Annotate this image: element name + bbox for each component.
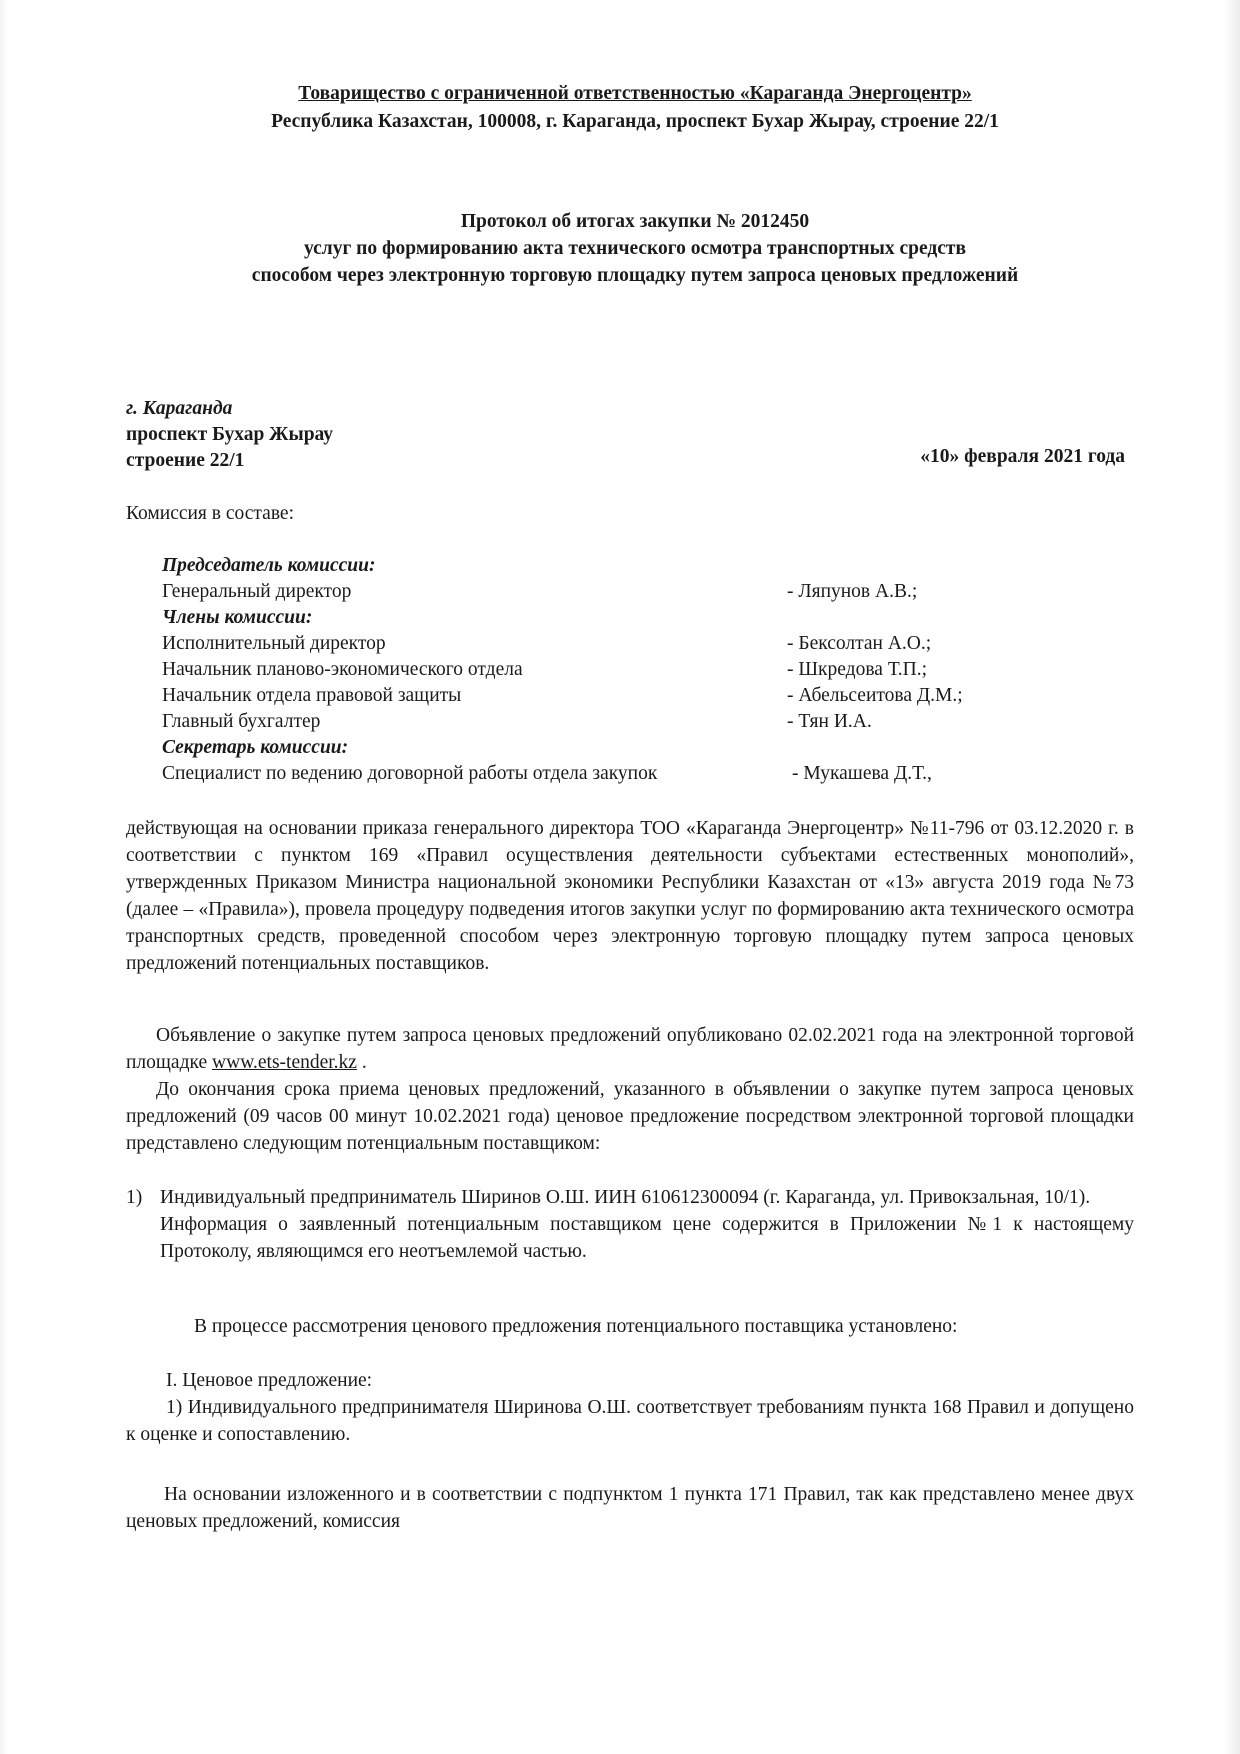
member-name: - Мукашева Д.Т.,: [792, 763, 932, 784]
organization-name: Товарищество с ограниченной ответственностью «Караганда Энергоцентр»: [298, 83, 972, 104]
member-role: Специалист по ведению договорной работы отдела закупок: [162, 763, 658, 784]
title-line-3: способом через электронную торговую площадку путем запроса ценовых предложений: [251, 265, 1019, 286]
supplier-list: [126, 1184, 1134, 1265]
announcement-text: Объявление о закупке путем запроса ценовых предложений опубликовано 02.02.2021 года на электронной торговой площадке www.ets-tender.kz .: [126, 1025, 1134, 1073]
member-name: - Тян И.А.: [787, 711, 872, 732]
title-line-1: Протокол об итогах закупки № 2012450: [460, 211, 810, 232]
committee-intro: Комиссия в составе:: [126, 503, 294, 524]
paragraph-conclusion: На основании изложенного и в соответствии с подпунктом 1 пункта 171 Правил, так как представлено менее двух ценовых предложений, комиссия: [126, 1484, 1134, 1532]
ets-tender-link[interactable]: www.ets-tender.kz: [212, 1052, 357, 1073]
place-city: г. Караганда: [126, 398, 233, 419]
place-block: [126, 396, 333, 474]
chair-heading: Председатель комиссии:: [162, 555, 376, 576]
paragraph-review: В процессе рассмотрения ценового предложения потенциального поставщика установлено:: [194, 1316, 958, 1337]
list-item: [126, 1184, 1134, 1265]
committee-row: [162, 683, 1062, 709]
committee-row: [162, 709, 1062, 735]
member-name: - Абельсеитова Д.М.;: [787, 685, 963, 706]
member-role: Генеральный директор: [162, 581, 352, 602]
members-heading: Члены комиссии:: [162, 607, 313, 628]
deadline-text: До окончания срока приема ценовых предложений, указанного в объявлении о закупке путем запроса ценовых предложений (09 часов 00 минут 10.02.2021 года) ценовое предложение посредством электронной торговой площадки представлено следующим потенциальным поставщиком:: [126, 1079, 1134, 1154]
section-item: 1) Индивидуального предпринимателя Ширинова О.Ш. соответствует требованиям пункта 168 Правил и допущено к оценке и сопоставлению.: [126, 1397, 1134, 1445]
scan-shadow-right: [1224, 0, 1240, 1754]
committee-row: [162, 657, 1062, 683]
paragraph-announcement: [126, 1022, 1134, 1157]
member-role: Главный бухгалтер: [162, 711, 321, 732]
member-name: - Ляпунов А.В.;: [787, 581, 918, 602]
committee-row: [162, 631, 1062, 657]
member-role: Начальник отдела правовой защиты: [162, 685, 462, 706]
title-line-2: услуг по формированию акта технического осмотра транспортных средств: [303, 238, 967, 259]
list-item-number: 1): [126, 1187, 143, 1208]
member-name: - Бексолтан А.О.;: [787, 633, 932, 654]
document-title: [120, 208, 1150, 289]
committee-row: [162, 761, 1062, 787]
section-heading: I. Ценовое предложение:: [166, 1370, 373, 1391]
organization-address: Республика Казахстан, 100008, г. Караганда, проспект Бухар Жырау, строение 22/1: [271, 111, 999, 132]
committee-list: [162, 553, 1062, 787]
section-price-offer: [126, 1367, 1134, 1448]
paragraph-basis: действующая на основании приказа генерального директора ТОО «Караганда Энергоцентр» №11-796 от 03.12.2020 г. в соответствии с пунктом 169 «Правил осуществления деятельности субъектами естественных монополий», утвержденных Приказом Министра национальной экономики Республики Казахстан от «13» августа 2019 года №73 (далее – «Правила»), провела процедуру подведения итогов закупки услуг по формированию акта технического осмотра транспортных средств, проведенной способом через электронную торговую площадку путем запроса ценовых предложений потенциальных поставщиков.: [126, 818, 1134, 974]
scan-shadow-left: [0, 0, 8, 1754]
place-building: строение 22/1: [126, 450, 245, 471]
member-role: Исполнительный директор: [162, 633, 386, 654]
place-street: проспект Бухар Жырау: [126, 424, 334, 445]
member-role: Начальник планово-экономического отдела: [162, 659, 523, 680]
secretary-heading: Секретарь комиссии:: [162, 737, 349, 758]
document-date: «10» февраля 2021 года: [920, 446, 1125, 467]
member-name: - Шкредова Т.П.;: [787, 659, 928, 680]
supplier-note: Информация о заявленный потенциальным поставщиком цене содержится в Приложении №1 к настоящему Протоколу, являющимся его неотъемлемой частью.: [160, 1214, 1134, 1262]
supplier-details: Индивидуальный предприниматель Ширинов О.Ш. ИИН 610612300094 (г. Караганда, ул. Привокзальная, 10/1).: [160, 1187, 1091, 1208]
organization-header: [120, 80, 1150, 136]
committee-row: [162, 579, 1062, 605]
